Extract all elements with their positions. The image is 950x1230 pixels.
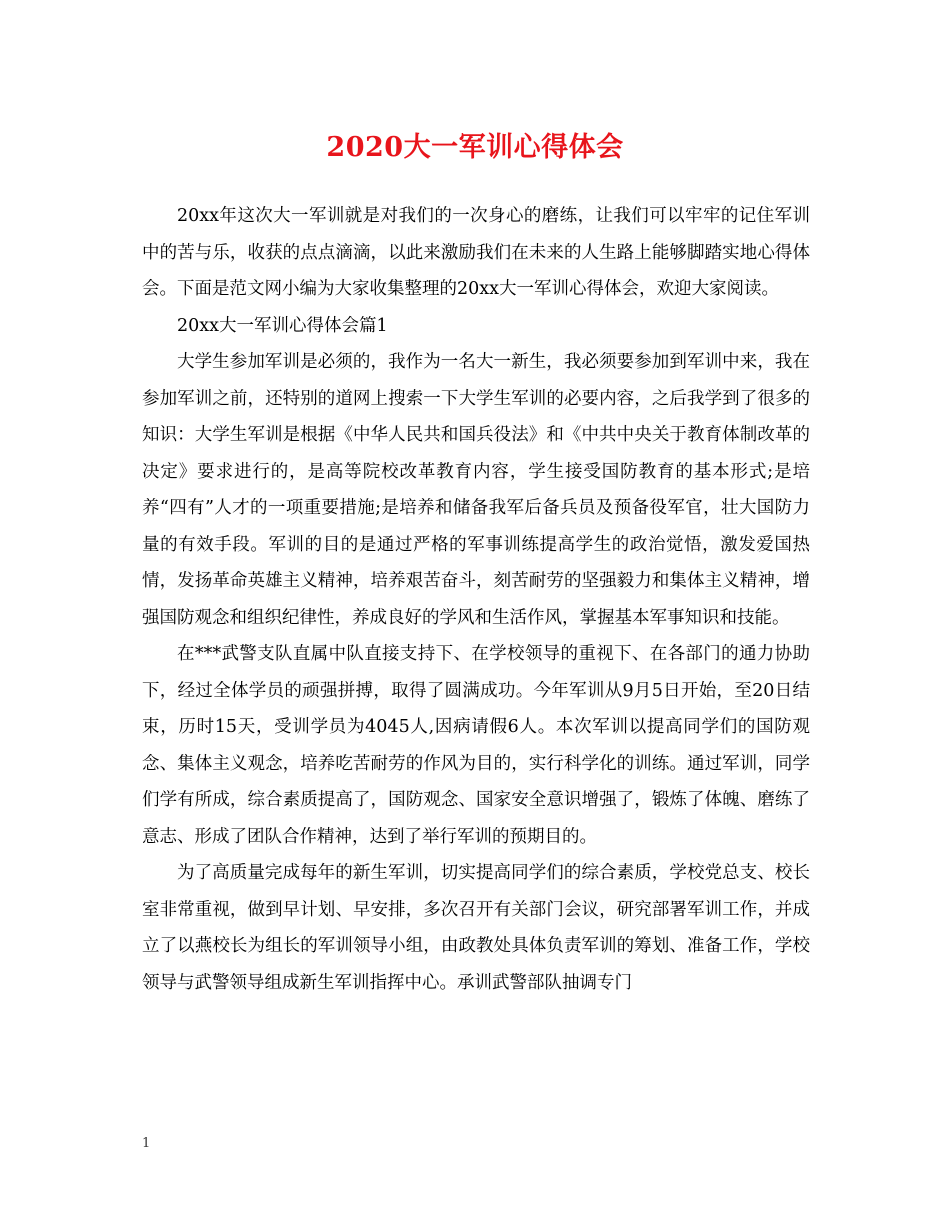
body-paragraph: 为了高质量完成每年的新生军训，切实提高同学们的综合素质，学校党总支、校长室非常重视，做到早计划、早安排，多次召开有关部门会议，研究部署军训工作，并成立了以燕校长为组长的军训领导小组，由政教处具体负责军训的筹划、准备工作，学校领导与武警领导组成新生军训指挥中心。承训武警部队抽调专门 (142, 863, 810, 993)
section-heading: 20xx大一军训心得体会篇1 (177, 315, 388, 336)
body-paragraph: 大学生参加军训是必须的，我作为一名大一新生，我必须要参加到军训中来，我在参加军训之前，还特别的道网上搜索一下大学生军训的必要内容，之后我学到了很多的知识：大学生军训是根据《中华人民共和国兵役法》和《中共中央关于教育体制改革的决定》要求进行的，是高等院校改革教育内容，学生接受国防教育的基本形式;是培养“四有”人才的一项重要措施;是培养和储备我军后备兵员及预备役军官，壮大国防力量的有效手段。军训的目的是通过严格的军事训练提高学生的政治觉悟，激发爱国热情，发扬革命英雄主义精神，培养艰苦奋斗，刻苦耐劳的坚强毅力和集体主义精神，增强国防观念和组织纪律性，养成良好的学风和生活作风，掌握基本军事知识和技能。 (142, 352, 810, 628)
document-body (142, 198, 810, 1001)
document-title: 2020大一军训心得体会 (326, 132, 624, 163)
page-number: 1 (142, 1136, 151, 1151)
body-paragraph: 在***武警支队直属中队直接支持下、在学校领导的重视下、在各部门的通力协助下，经过全体学员的顽强拼搏，取得了圆满成功。今年军训从9月5日开始，至20日结束，历时15天，受训学员为4045人,因病请假6人。本次军训以提高同学们的国防观念、集体主义观念，培养吃苦耐劳的作风为目的，实行科学化的训练。通过军训，同学们学有所成，综合素质提高了，国防观念、国家安全意识增强了，锻炼了体魄、磨练了意志、形成了团队合作精神，达到了举行军训的预期目的。 (142, 644, 810, 847)
intro-paragraph: 20xx年这次大一军训就是对我们的一次身心的磨练，让我们可以牢牢的记住军训中的苦与乐，收获的点点滴滴，以此来激励我们在未来的人生路上能够脚踏实地心得体会。下面是范文网小编为大家收集整理的20xx大一军训心得体会，欢迎大家阅读。 (142, 206, 810, 299)
